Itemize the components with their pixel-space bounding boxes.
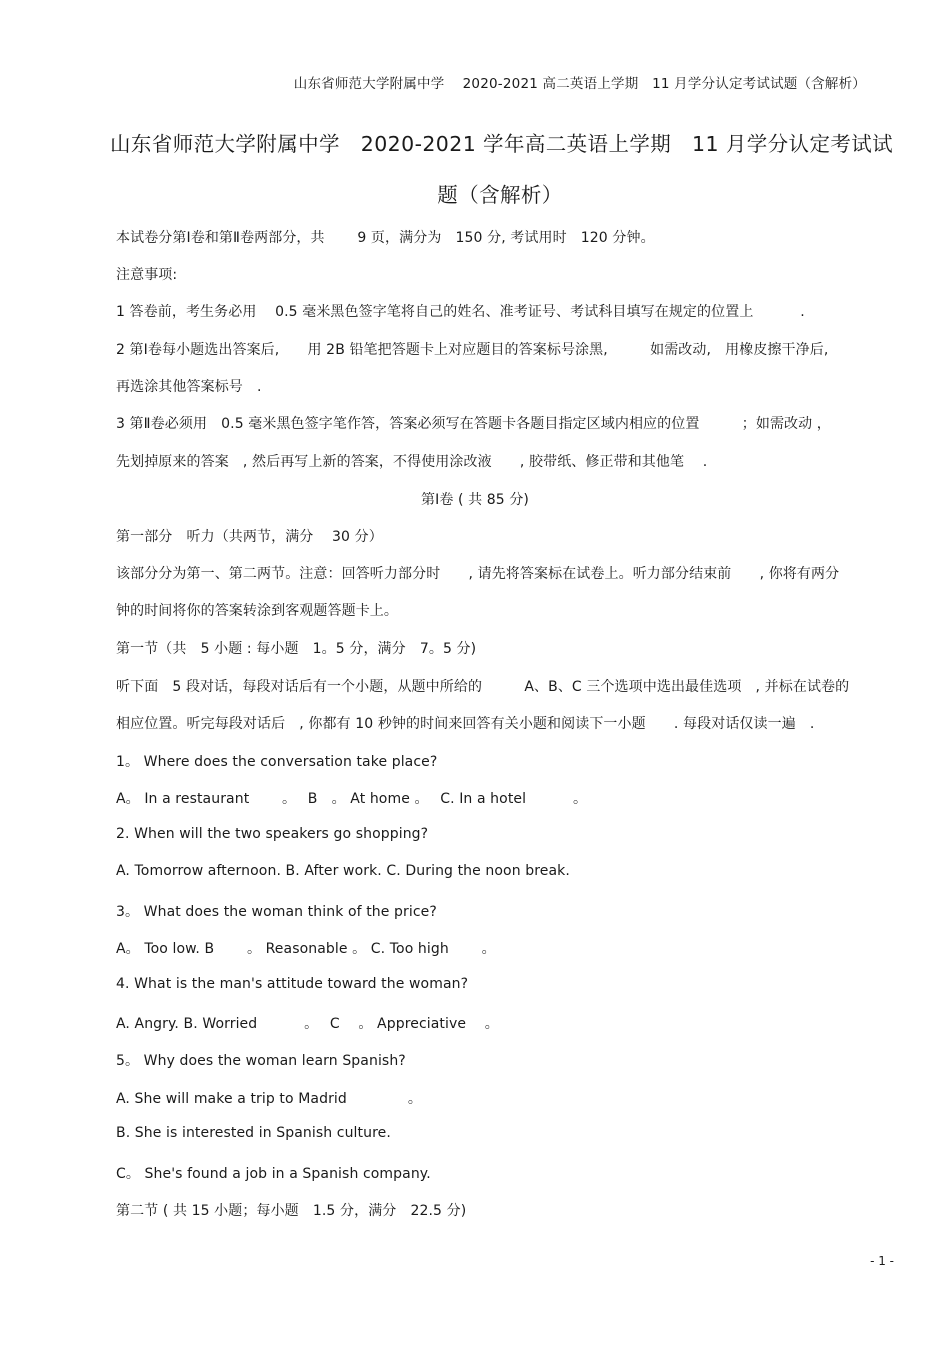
document-title-line-1: 山东省师范大学附属中学 2020-2021 学年高二英语上学期 11 月学分认定考试试: [110, 132, 894, 156]
document-title-line-2: 题（含解析）: [437, 183, 563, 207]
question-2-stem: 2. When will the two speakers go shopping?: [116, 826, 429, 842]
page-number: - 1 -: [870, 1254, 894, 1268]
notes-heading: 注意事项:: [116, 267, 178, 283]
question-1-options: A。 In a restaurant 。 B 。 At home 。 C. In a hotel 。: [116, 791, 588, 807]
volume-1-heading: 第Ⅰ卷 ( 共 85 分): [421, 492, 529, 508]
note-2-line-2: 再选涂其他答案标号 .: [116, 379, 262, 395]
part-1-instructions-line-2: 钟的时间将你的答案转涂到客观题答题卡上。: [116, 603, 398, 619]
question-5-option-c: C。 She's found a job in a Spanish company.: [116, 1166, 431, 1182]
question-3-stem: 3。 What does the woman think of the price?: [116, 904, 437, 920]
section-2-heading: 第二节 ( 共 15 小题；每小题 1.5 分，满分 22.5 分): [116, 1203, 467, 1219]
question-4-stem: 4. What is the man's attitude toward the woman?: [116, 976, 469, 992]
question-5-option-a: A. She will make a trip to Madrid 。: [116, 1091, 422, 1107]
question-3-options: A。 Too low. B 。 Reasonable 。 C. Too high 。: [116, 941, 496, 957]
question-5-stem: 5。 Why does the woman learn Spanish?: [116, 1053, 406, 1069]
part-1-heading: 第一部分 听力（共两节，满分 30 分）: [116, 529, 383, 545]
question-1-stem: 1。 Where does the conversation take place?: [116, 754, 438, 770]
note-2-line-1: 2 第Ⅰ卷每小题选出答案后, 用 2B 铅笔把答题卡上对应题目的答案标号涂黑, 如需改动, 用橡皮擦干净后,: [116, 342, 829, 358]
section-1-heading: 第一节（共 5 小题 : 每小题 1。5 分，满分 7。5 分): [116, 641, 477, 657]
section-1-instructions-line-2: 相应位置。听完每段对话后 , 你都有 10 秒钟的时间来回答有关小题和阅读下一小题 . 每段对话仅读一遍 .: [116, 716, 815, 732]
question-5-option-b: B. She is interested in Spanish culture.: [116, 1125, 391, 1141]
exam-scope-text: 本试卷分第Ⅰ卷和第Ⅱ卷两部分，共 9 页，满分为 150 分, 考试用时 120 分钟。: [116, 230, 655, 246]
note-3-line-2: 先划掉原来的答案 , 然后再写上新的答案，不得使用涂改液 , 胶带纸、修正带和其他笔 .: [116, 454, 708, 470]
question-2-options: A. Tomorrow afternoon. B. After work. C. During the noon break.: [116, 863, 570, 879]
question-4-options: A. Angry. B. Worried 。 C 。 Appreciative 。: [116, 1016, 499, 1032]
note-1: 1 答卷前，考生务必用 0.5 毫米黑色签字笔将自己的姓名、准考证号、考试科目填写在规定的位置上 .: [116, 304, 805, 320]
note-3-line-1: 3 第Ⅱ卷必须用 0.5 毫米黑色签字笔作答，答案必须写在答题卡各题目指定区域内相应的位置 ；如需改动 ，: [116, 416, 831, 432]
running-header: 山东省师范大学附属中学 2020-2021 高二英语上学期 11 月学分认定考试试题（含解析）: [293, 76, 866, 92]
section-1-instructions-line-1: 听下面 5 段对话，每段对话后有一个小题，从题中所给的 A、B、C 三个选项中选出最佳选项 , 并标在试卷的: [116, 679, 850, 695]
part-1-instructions-line-1: 该部分分为第一、第二两节。注意：回答听力部分时 , 请先将答案标在试卷上。听力部分结束前 , 你将有两分: [116, 566, 840, 582]
